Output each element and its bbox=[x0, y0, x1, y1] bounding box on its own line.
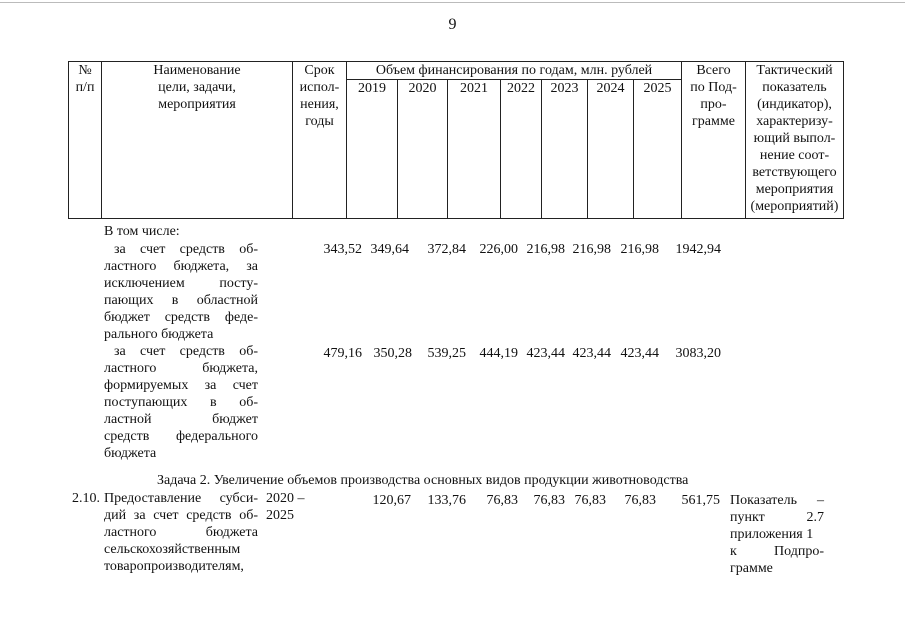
row-a-value: 349,64 bbox=[370, 242, 409, 257]
row-210-indicator bbox=[730, 492, 824, 577]
row-a-value: 343,52 bbox=[323, 242, 362, 257]
task-title: Задача 2. Увеличение объемов производства основных видов продукции животноводства bbox=[157, 473, 689, 488]
row-a-value: 216,98 bbox=[620, 242, 659, 257]
header-name-cell: Наименование цели, задачи, мероприятия bbox=[102, 62, 293, 219]
header-term-cell: Срок испол- нения, годы bbox=[293, 62, 347, 219]
row-b-value: 539,25 bbox=[427, 346, 466, 361]
row-b-value: 423,44 bbox=[526, 346, 565, 361]
header-year-cell: 2021 bbox=[448, 80, 501, 219]
row-210-indicator-line: приложения 1 bbox=[730, 527, 814, 542]
row-a-value: 226,00 bbox=[479, 242, 518, 257]
row-a-line: исключением посту- bbox=[104, 276, 258, 291]
row-210-number: 2.10. bbox=[72, 491, 100, 506]
row-b-value: 423,44 bbox=[572, 346, 611, 361]
row-b-line: за счет средств об- bbox=[114, 344, 258, 359]
row-210-line: Предоставление субси- bbox=[104, 491, 258, 506]
row-210-line: ластного бюджета bbox=[104, 525, 258, 540]
row-210-line: товаропроизводителям, bbox=[104, 559, 244, 574]
row-210-value: 133,76 bbox=[427, 493, 466, 508]
page-number: 9 bbox=[448, 16, 457, 33]
header-year-cell: 2020 bbox=[398, 80, 448, 219]
row-210-indicator-line: к Подпро- bbox=[730, 544, 824, 559]
row-a-line: ластного бюджета, за bbox=[104, 259, 258, 274]
header-year-cell: 2022 bbox=[501, 80, 542, 219]
row-210-line: дий за счет средств об- bbox=[104, 508, 258, 523]
header-year-cell: 2019 bbox=[347, 80, 398, 219]
row-a-total: 1942,94 bbox=[675, 242, 721, 257]
row-b-line: бюджета bbox=[104, 446, 157, 461]
row-210-indicator-line: грамме bbox=[730, 561, 773, 576]
header-table bbox=[68, 61, 844, 219]
row-b-value: 350,28 bbox=[373, 346, 412, 361]
row-a-value: 216,98 bbox=[572, 242, 611, 257]
row-b-line: формируемых за счет bbox=[104, 378, 258, 393]
header-funding-cell: Объем финансирования по годам, млн. рублей bbox=[347, 62, 682, 80]
header-year-cell: 2024 bbox=[588, 80, 634, 219]
header-year-cell: 2025 bbox=[634, 80, 682, 219]
row-210-value: 76,83 bbox=[624, 493, 656, 508]
row-b-total: 3083,20 bbox=[675, 346, 721, 361]
header-total-cell: Всего по Под- про- грамме bbox=[682, 62, 746, 219]
row-210-term: 2020 – 2025 bbox=[266, 491, 305, 523]
row-210-line: сельскохозяйственным bbox=[104, 542, 241, 557]
row-a-line: за счет средств об- bbox=[114, 242, 258, 257]
row-210-value: 76,83 bbox=[533, 493, 565, 508]
row-b-line: ластного бюджета, bbox=[104, 361, 258, 376]
row-b-value: 479,16 bbox=[323, 346, 362, 361]
row-210-indicator-line: пункт 2.7 bbox=[730, 510, 824, 525]
row-b-description bbox=[104, 343, 258, 462]
row-a-value: 372,84 bbox=[427, 242, 466, 257]
row-a-line: бюджет средств феде- bbox=[104, 310, 258, 325]
row-b-line: ластной бюджет bbox=[104, 412, 258, 427]
row-b-value: 444,19 bbox=[479, 346, 518, 361]
row-210-total: 561,75 bbox=[681, 493, 720, 508]
header-year-cell: 2023 bbox=[542, 80, 588, 219]
top-border-line bbox=[0, 2, 905, 3]
row-210-indicator-line: Показатель – bbox=[730, 493, 824, 508]
row-b-line: поступающих в об- bbox=[104, 395, 258, 410]
row-210-value: 76,83 bbox=[574, 493, 606, 508]
including-label: В том числе: bbox=[104, 224, 180, 239]
row-b-value: 423,44 bbox=[620, 346, 659, 361]
header-indicator-cell: Тактический показатель (индикатор), характеризу- ющий выпол- нение соот- ветствующего мероприятия (мероприятий) bbox=[746, 62, 844, 219]
row-210-value: 76,83 bbox=[486, 493, 518, 508]
row-a-line: рального бюджета bbox=[104, 327, 214, 342]
row-a-value: 216,98 bbox=[526, 242, 565, 257]
row-b-line: средств федерального bbox=[104, 429, 258, 444]
row-210-description bbox=[104, 490, 258, 575]
row-210-value: 120,67 bbox=[372, 493, 411, 508]
row-a-description bbox=[104, 241, 258, 343]
row-a-line: пающих в областной bbox=[104, 293, 258, 308]
header-number-cell: № п/п bbox=[69, 62, 102, 219]
